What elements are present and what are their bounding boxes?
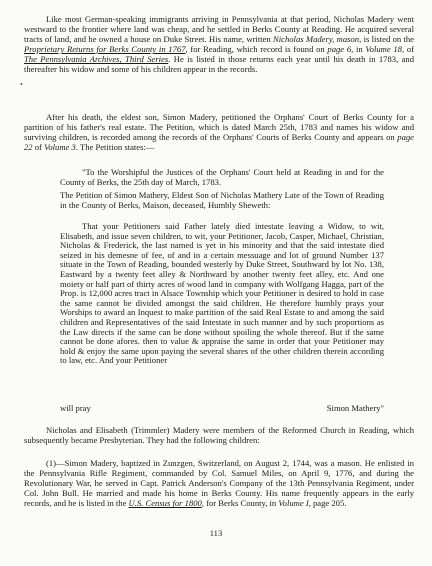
italic-text-run: page 22 bbox=[24, 132, 414, 153]
text-run: , for Berks County, in bbox=[201, 498, 279, 509]
text-run: . He is listed in those returns each year until his death in 1783, and thereafter his widow and some of his children appear in the records. bbox=[24, 54, 415, 75]
text-run: , page 205. bbox=[308, 498, 347, 509]
italic-text-run: The Pennsylvania Archives, Third Series bbox=[24, 54, 169, 65]
italic-text-run: Proprietary Returns for Berks County in 1767 bbox=[24, 44, 186, 55]
signature-name: Simon Mathery" bbox=[326, 403, 384, 413]
text-run: , is listed on the bbox=[359, 34, 414, 45]
italic-text-run: Nicholas Madery, mason bbox=[273, 34, 360, 45]
text-run: of bbox=[32, 142, 45, 153]
italic-text-run: Volume 18 bbox=[365, 44, 402, 55]
quote-address bbox=[60, 168, 384, 187]
paragraph-nicholas-madery-settlement bbox=[24, 14, 414, 75]
text-run: , in bbox=[351, 44, 366, 55]
text-run: The Petition of Simon Mathery, Eldest Son of Nicholas Mathery Late of the Town of Reading in the County of Berks, Maison, deceased, Humbly Sheweth: bbox=[60, 190, 384, 210]
margin-dot: • bbox=[20, 80, 23, 89]
italic-text-run: Volume 3 bbox=[44, 142, 76, 153]
paragraph-simon-madery bbox=[24, 458, 414, 508]
text-run: (1)—Simon Madery, baptized in Zunzgen, Switzerland, on August 2, 1744, was a mason. He enlisted in the Pennsylvania Rifle Regiment, commanded by Col. Samuel Miles, on April 9, 1776, and during the Revolutionary War, he served in Capt. Patrick Anderson's Company of the 13th Pennsylvania Regiment, under Col. John Bull. He married and made his home in Berks County. His name frequently appears in the early records, and he is listed in the bbox=[24, 458, 414, 509]
text-run: Nicholas and Elisabeth (Trimmler) Madery were members of the Reformed Church in Reading, which subsequently became Presbyterian. They had the following children: bbox=[24, 425, 414, 446]
page-number: 113 bbox=[209, 528, 223, 538]
quote-petition-title bbox=[60, 191, 384, 210]
signature-closing: will pray bbox=[60, 403, 91, 413]
text-run: That your Petitioners said Father lately died intestate leaving a Widow, to wit, Elisabeth, and issue seven children, to wit, your Petitioner, Jacob, Casper, Michael, Christian, Nicholas & Frederick, the last named is yet in his minority and that the said intestate died seized in his demesne of fee, of and in a certain messuage and lot of ground Number 137 situate in the Town of Reading, bounded westerly by Duke Street, Southward by lot No. 138, Eastward by a twenty feet alley & Northward by another twenty feet alley, etc. And one moiety or half part of thirty acres of wood land in company with Wolfgang Hagga, part of the Prop. is 12,000 acres tract in Alsace Township which your Petitioner is desired to hold in case the same cannot be divided amongst the said children. He therefore humbly prays your Worships to award an Inquest to make partition of the said Real Estate to and among the said children and Representatives of the said Intestate in such manner and by such proportions as the Law directs if the same can be done without spoiling the whole thereof. But if the same cannot be done afores. then to value & appraise the same in order that your Petitioner may hold & enjoy the same upon paying the several shares of the other children therein according to law, etc. And your Petitioner bbox=[60, 221, 384, 366]
quote-petition-body bbox=[60, 222, 384, 366]
italic-text-run: Volume I bbox=[278, 498, 309, 509]
text-run: After his death, the eldest son, Simon Madery, petitioned the Orphans' Court of Berks County for a partition of his father's real estate. The Petition, which is dated March 25th, 1783 and names his widow and surviving children, is recorded among the records of the Orphans' Courts of Berks County and appears on bbox=[24, 112, 414, 143]
paragraph-orphans-court-petition bbox=[24, 112, 414, 152]
paragraph-reformed-church bbox=[24, 425, 414, 445]
text-run: "To the Worshipful the Justices of the Orphans' Court held at Reading in and for the County of Berks, the 25th day of March, 1783. bbox=[60, 167, 384, 187]
text-run: . The Petition states:— bbox=[75, 142, 155, 153]
text-run: , of bbox=[401, 44, 414, 55]
italic-text-run: page 6 bbox=[327, 44, 352, 55]
text-run: Like most German-speaking immigrants arriving in Pennsylvania at that period, Nicholas Madery went westward to the frontier where land was cheap, and he settled in Berks County at Reading. He acquired several tracts of land, and he owned a house on Duke Street. His name, written bbox=[24, 14, 414, 45]
text-run: , for Reading, which record is found on bbox=[185, 44, 328, 55]
italic-text-run: U.S. Census for 1800 bbox=[128, 498, 202, 509]
